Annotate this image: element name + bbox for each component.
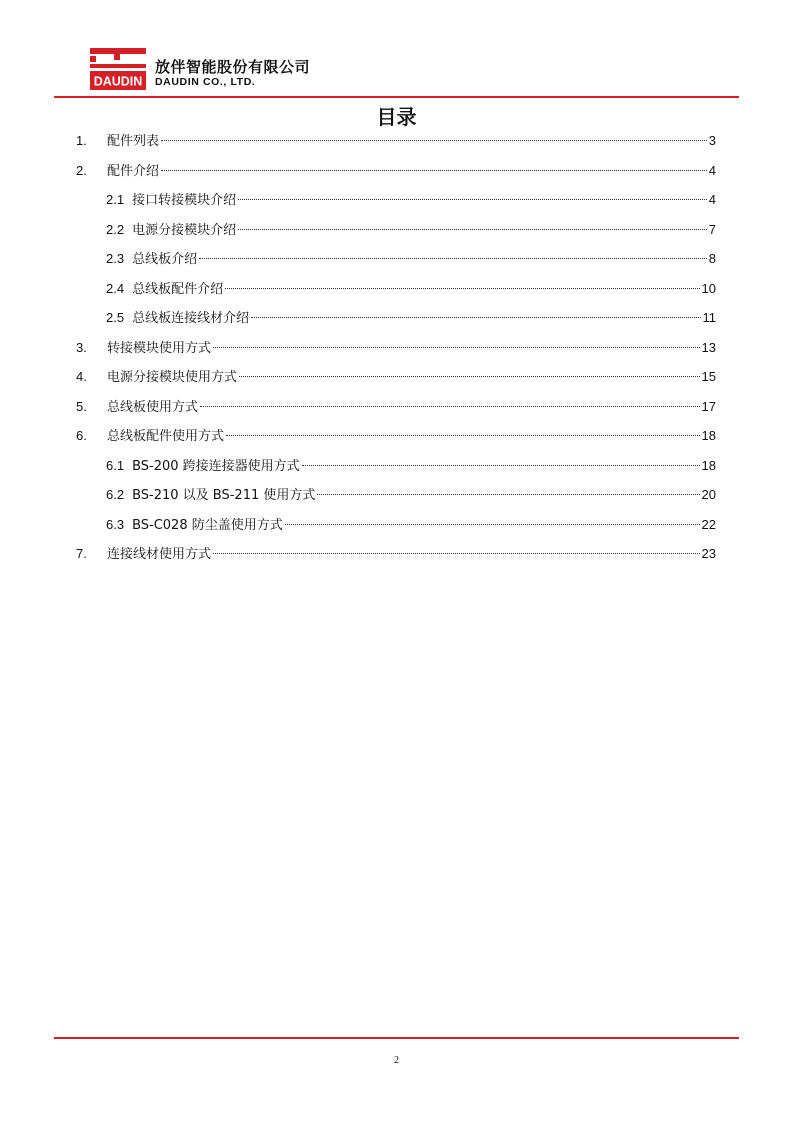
- toc-entry-label: 接口转接模块介绍: [132, 193, 237, 208]
- toc-entry-number: 2.5: [106, 310, 125, 325]
- toc-dot-leader: [238, 229, 707, 230]
- toc-entry[interactable]: [76, 162, 716, 192]
- footer-divider: [54, 1037, 739, 1039]
- toc-entry-page: 3: [708, 133, 716, 148]
- toc-entry-number: 6.3: [106, 516, 125, 532]
- toc-entry[interactable]: [76, 457, 716, 487]
- toc-entry-number: 4.: [76, 369, 87, 384]
- toc-dot-leader: [161, 140, 707, 141]
- toc-dot-leader: [199, 258, 707, 259]
- toc-entry-number: 7.: [76, 546, 87, 561]
- toc-entry-label: 总线板使用方式: [107, 399, 199, 415]
- toc-dot-leader: [302, 465, 700, 466]
- company-name-cn: 放伴智能股份有限公司: [155, 58, 311, 76]
- toc-entry-page: 23: [701, 546, 716, 561]
- toc-dot-leader: [213, 553, 700, 554]
- toc-entry-label: 配件列表: [107, 134, 160, 149]
- toc-entry-label: BS-C028 防尘盖使用方式: [132, 517, 283, 533]
- toc-entry-label: 总线板连接线材介绍: [132, 311, 250, 326]
- toc-dot-leader: [251, 317, 700, 318]
- toc-entry-label: BS-210 以及 BS-211 使用方式: [132, 488, 316, 503]
- toc-dot-leader: [238, 199, 707, 200]
- toc-entry-page: 13: [701, 339, 716, 355]
- toc-entry-page: 7: [708, 221, 716, 237]
- toc-title: 目录: [376, 105, 417, 129]
- toc-entry[interactable]: [76, 280, 716, 310]
- toc-entry-number: 2.1: [106, 192, 125, 207]
- toc-entry-label: 连接线材使用方式: [107, 547, 212, 562]
- toc-entry-page: 22: [701, 516, 716, 532]
- toc-entry-page: 18: [701, 457, 716, 473]
- toc-entry-label: 总线板配件使用方式: [107, 429, 225, 444]
- table-of-contents: [76, 132, 716, 575]
- toc-entry-page: 4: [708, 192, 716, 207]
- toc-entry-page: 17: [701, 398, 716, 414]
- toc-dot-leader: [225, 288, 699, 289]
- toc-entry[interactable]: [76, 545, 716, 575]
- toc-entry-label: 总线板介绍: [132, 252, 198, 267]
- toc-entry-number: 6.1: [106, 457, 125, 473]
- toc-entry-page: 11: [702, 310, 716, 325]
- toc-entry[interactable]: [76, 398, 716, 428]
- page-header: [88, 46, 368, 96]
- toc-entry[interactable]: [76, 368, 716, 398]
- toc-dot-leader: [200, 406, 700, 407]
- toc-entry-page: 4: [708, 162, 716, 178]
- toc-entry-number: 1.: [76, 133, 87, 148]
- toc-entry-page: 20: [701, 487, 716, 502]
- toc-dot-leader: [239, 376, 700, 377]
- toc-entry[interactable]: [76, 221, 716, 251]
- toc-entry-number: 2.: [76, 162, 87, 178]
- toc-entry-number: 5.: [76, 398, 87, 414]
- logo-text: DAUDIN: [93, 74, 143, 89]
- toc-entry-page: 8: [708, 251, 716, 266]
- toc-entry[interactable]: [76, 516, 716, 546]
- toc-entry-page: 18: [701, 428, 716, 443]
- toc-entry-page: 15: [701, 369, 716, 384]
- toc-entry-label: 电源分接模块介绍: [132, 222, 237, 238]
- toc-entry[interactable]: [76, 191, 716, 221]
- toc-entry-label: BS-200 跨接连接器使用方式: [132, 458, 300, 474]
- toc-entry-page: 10: [701, 280, 716, 296]
- toc-entry[interactable]: [76, 427, 716, 457]
- toc-dot-leader: [213, 347, 700, 348]
- toc-entry[interactable]: [76, 250, 716, 280]
- toc-entry-label: 转接模块使用方式: [107, 340, 212, 356]
- company-name-en: DAUDIN CO., LTD.: [155, 76, 256, 88]
- toc-entry[interactable]: [76, 132, 716, 162]
- header-divider: [54, 96, 739, 98]
- toc-entry-label: 电源分接模块使用方式: [107, 370, 238, 385]
- toc-entry[interactable]: [76, 309, 716, 339]
- toc-entry-label: 配件介绍: [107, 163, 160, 179]
- toc-dot-leader: [226, 435, 700, 436]
- toc-entry[interactable]: [76, 486, 716, 516]
- toc-entry-number: 2.3: [106, 251, 125, 266]
- page-number: 2: [394, 1055, 399, 1066]
- toc-entry-number: 2.2: [106, 221, 125, 237]
- toc-entry-number: 6.: [76, 428, 87, 443]
- toc-entry-number: 2.4: [106, 280, 125, 296]
- toc-entry-number: 3.: [76, 339, 87, 355]
- daudin-logo: [88, 46, 148, 92]
- toc-dot-leader: [317, 494, 699, 495]
- toc-entry-number: 6.2: [106, 487, 125, 502]
- toc-entry-label: 总线板配件介绍: [132, 281, 224, 297]
- toc-entry[interactable]: [76, 339, 716, 369]
- toc-dot-leader: [285, 524, 700, 525]
- toc-dot-leader: [161, 170, 707, 171]
